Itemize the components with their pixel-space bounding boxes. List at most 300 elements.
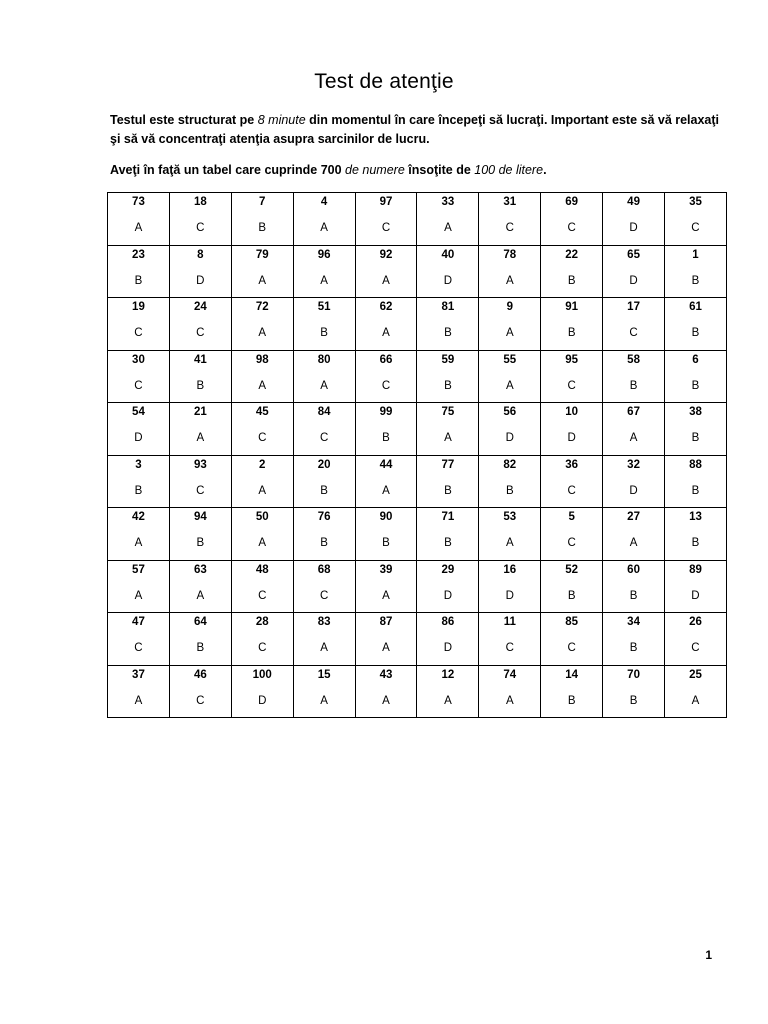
- cell-number: 25: [689, 668, 702, 681]
- cell-letter: C: [319, 589, 329, 602]
- cell-number: 64: [193, 616, 207, 628]
- table-cell: [603, 560, 665, 613]
- table-cell: [169, 350, 231, 403]
- table-cell: [417, 508, 479, 561]
- cell-number: 59: [441, 353, 455, 366]
- cell-letter: A: [444, 222, 452, 234]
- cell-letter: A: [134, 222, 143, 234]
- table-cell: [417, 298, 479, 351]
- cell-letter: D: [443, 642, 453, 654]
- table-cell: [479, 560, 541, 613]
- cell-letter: A: [320, 222, 328, 234]
- table-cell: [293, 245, 355, 298]
- table-cell: [541, 455, 603, 508]
- table-cell: [169, 403, 231, 456]
- table-cell: [479, 508, 541, 561]
- cell-letter: B: [567, 694, 576, 707]
- cell-number: 66: [379, 353, 393, 366]
- table-cell: [665, 350, 727, 403]
- table-cell: [231, 350, 293, 403]
- cell-number: 16: [503, 563, 517, 576]
- cell-letter: C: [381, 379, 391, 392]
- cell-number: 86: [441, 616, 455, 628]
- cell-letter: C: [691, 222, 700, 234]
- cell-number: 85: [565, 616, 579, 628]
- cell-letter: B: [196, 379, 205, 392]
- cell-number: 8: [197, 248, 204, 261]
- table-cell: [169, 298, 231, 351]
- cell-number: 74: [503, 668, 517, 681]
- cell-number: 3: [135, 458, 142, 471]
- table-cell: [417, 613, 479, 666]
- cell-letter: A: [134, 589, 143, 602]
- cell-number: 36: [565, 458, 579, 471]
- cell-number: 87: [379, 616, 393, 628]
- table-cell: [603, 613, 665, 666]
- table-cell: [108, 455, 170, 508]
- cell-letter: C: [567, 484, 576, 497]
- cell-number: 26: [689, 616, 702, 628]
- cell-letter: C: [134, 642, 143, 654]
- table-cell: [417, 245, 479, 298]
- cell-number: 18: [193, 196, 207, 208]
- table-cell: [231, 560, 293, 613]
- intro-paragraph-2: [110, 161, 722, 180]
- cell-number: 65: [627, 248, 640, 261]
- cell-number: 68: [317, 563, 331, 576]
- cell-number: 50: [255, 511, 269, 523]
- cell-number: 48: [255, 563, 269, 576]
- cell-number: 100: [252, 668, 272, 681]
- cell-number: 11: [503, 616, 516, 628]
- cell-number: 99: [379, 406, 393, 418]
- cell-number: 76: [317, 511, 331, 523]
- table-cell: [108, 560, 170, 613]
- table-cell: [169, 455, 231, 508]
- cell-number: 33: [441, 196, 455, 208]
- table-cell: [479, 298, 541, 351]
- cell-letter: C: [629, 327, 638, 339]
- table-cell: [231, 613, 293, 666]
- cell-number: 40: [441, 248, 455, 261]
- cell-number: 46: [193, 668, 207, 681]
- table-cell: [108, 665, 170, 718]
- cell-letter: B: [320, 327, 328, 339]
- table-cell: [603, 455, 665, 508]
- cell-number: 27: [627, 511, 640, 523]
- cell-letter: C: [258, 432, 267, 444]
- cell-number: 79: [255, 248, 269, 261]
- table-cell: [417, 560, 479, 613]
- cell-number: 61: [689, 301, 702, 313]
- cell-number: 77: [441, 458, 455, 471]
- cell-letter: C: [567, 537, 576, 549]
- table-cell: [665, 403, 727, 456]
- table-cell: [665, 508, 727, 561]
- cell-letter: A: [629, 432, 638, 444]
- table-cell: [231, 455, 293, 508]
- cell-number: 49: [627, 196, 640, 208]
- table-cell: [355, 193, 417, 246]
- table-cell: [665, 455, 727, 508]
- cell-letter: D: [196, 274, 205, 287]
- cell-letter: D: [134, 432, 143, 444]
- table-cell: [541, 193, 603, 246]
- intro-text-2: din momentul în care începeţi să lucraţi. Important este să vă relaxaţi şi să vă concentraţi atenţia asupra sarcinilor de lucru.: [110, 113, 720, 146]
- table-cell: [355, 560, 417, 613]
- table-cell: [541, 350, 603, 403]
- cell-letter: B: [629, 642, 638, 654]
- cell-number: 21: [193, 406, 207, 418]
- cell-letter: C: [567, 222, 576, 234]
- cell-number: 45: [255, 406, 269, 418]
- cell-number: 80: [317, 353, 331, 366]
- intro-paragraph: [110, 111, 722, 149]
- table-cell: [108, 193, 170, 246]
- cell-number: 78: [503, 248, 517, 261]
- table-cell: [603, 665, 665, 718]
- table-cell: [231, 665, 293, 718]
- cell-number: 47: [132, 616, 145, 628]
- cell-letter: B: [629, 589, 638, 602]
- cell-letter: A: [505, 694, 514, 707]
- cell-number: 81: [441, 301, 455, 313]
- cell-letter: A: [134, 694, 143, 707]
- cell-number: 9: [506, 301, 513, 313]
- cell-letter: A: [505, 379, 514, 392]
- intro-duration: 8 minute: [257, 113, 306, 127]
- cell-number: 82: [503, 458, 517, 471]
- cell-letter: A: [444, 432, 452, 444]
- table-cell: [417, 403, 479, 456]
- cell-letter: D: [505, 432, 514, 444]
- intro2-text-3: .: [543, 163, 547, 177]
- cell-letter: A: [691, 694, 700, 707]
- cell-letter: B: [691, 484, 700, 497]
- cell-letter: B: [196, 642, 205, 654]
- cell-number: 71: [441, 511, 455, 523]
- cell-letter: A: [320, 379, 328, 392]
- cell-letter: A: [134, 537, 143, 549]
- cell-number: 89: [689, 563, 702, 576]
- cell-number: 92: [379, 248, 393, 261]
- cell-letter: C: [196, 484, 205, 497]
- cell-number: 72: [255, 301, 269, 313]
- table-cell: [108, 350, 170, 403]
- cell-letter: A: [382, 694, 390, 707]
- table-cell: [108, 298, 170, 351]
- cell-number: 23: [132, 248, 145, 261]
- cell-number: 97: [379, 196, 393, 208]
- table-cell: [293, 193, 355, 246]
- intro2-text-2: însoţite de: [404, 163, 475, 177]
- cell-letter: B: [444, 484, 452, 497]
- cell-letter: B: [258, 222, 267, 234]
- table-cell: [417, 350, 479, 403]
- cell-number: 93: [193, 458, 207, 471]
- cell-letter: A: [320, 274, 328, 287]
- table-row: [108, 455, 727, 508]
- table-cell: [108, 403, 170, 456]
- cell-letter: B: [691, 379, 700, 392]
- cell-number: 31: [503, 196, 517, 208]
- cell-number: 6: [692, 353, 699, 366]
- cell-letter: B: [320, 537, 328, 549]
- table-cell: [293, 665, 355, 718]
- cell-number: 29: [441, 563, 455, 576]
- table-cell: [541, 298, 603, 351]
- cell-letter: A: [196, 432, 205, 444]
- cell-letter: D: [629, 274, 638, 287]
- cell-number: 28: [255, 616, 269, 628]
- cell-letter: C: [196, 327, 205, 339]
- cell-number: 5: [568, 511, 575, 523]
- table-cell: [108, 245, 170, 298]
- cell-number: 32: [627, 458, 640, 471]
- cell-letter: A: [382, 274, 390, 287]
- cell-number: 88: [689, 458, 702, 471]
- cell-number: 38: [689, 406, 702, 418]
- intro2-letters: 100 de litere: [474, 163, 544, 177]
- table-cell: [541, 245, 603, 298]
- cell-letter: A: [320, 642, 328, 654]
- cell-letter: C: [258, 589, 267, 602]
- cell-number: 52: [565, 563, 579, 576]
- page-number: 1: [705, 948, 712, 962]
- cell-number: 57: [132, 563, 145, 576]
- table-cell: [665, 193, 727, 246]
- cell-letter: B: [134, 274, 143, 287]
- cell-number: 10: [565, 406, 579, 418]
- table-cell: [479, 193, 541, 246]
- table-cell: [293, 560, 355, 613]
- cell-letter: B: [691, 432, 700, 444]
- table-row: [108, 350, 727, 403]
- cell-number: 12: [441, 668, 455, 681]
- cell-letter: B: [444, 327, 452, 339]
- table-cell: [169, 560, 231, 613]
- cell-letter: B: [505, 484, 514, 497]
- table-cell: [169, 245, 231, 298]
- cell-number: 41: [193, 353, 207, 366]
- cell-number: 67: [627, 406, 640, 418]
- cell-letter: C: [567, 379, 576, 392]
- cell-letter: B: [320, 484, 328, 497]
- cell-letter: A: [444, 694, 452, 707]
- cell-number: 95: [565, 353, 579, 366]
- cell-letter: A: [505, 537, 514, 549]
- cell-letter: B: [567, 589, 576, 602]
- table-cell: [603, 403, 665, 456]
- cell-letter: B: [444, 537, 452, 549]
- table-cell: [541, 613, 603, 666]
- table-cell: [479, 613, 541, 666]
- table-cell: [355, 350, 417, 403]
- cell-number: 24: [193, 301, 207, 313]
- cell-letter: A: [505, 274, 514, 287]
- cell-letter: A: [629, 537, 638, 549]
- cell-letter: B: [691, 327, 700, 339]
- cell-number: 43: [379, 668, 393, 681]
- table-cell: [355, 613, 417, 666]
- table-cell: [231, 403, 293, 456]
- table-cell: [479, 455, 541, 508]
- cell-number: 53: [503, 511, 517, 523]
- cell-letter: C: [567, 642, 576, 654]
- cell-letter: C: [505, 642, 514, 654]
- cell-number: 7: [259, 196, 266, 208]
- cell-number: 13: [689, 511, 702, 523]
- table-cell: [169, 613, 231, 666]
- table-cell: [231, 298, 293, 351]
- table-cell: [603, 245, 665, 298]
- cell-letter: A: [258, 379, 267, 392]
- table-cell: [293, 455, 355, 508]
- cell-letter: D: [443, 589, 453, 602]
- table-cell: [293, 613, 355, 666]
- cell-letter: C: [381, 222, 391, 234]
- table-cell: [108, 508, 170, 561]
- table-cell: [603, 508, 665, 561]
- cell-number: 30: [132, 353, 145, 366]
- table-row: [108, 403, 727, 456]
- cell-letter: C: [258, 642, 267, 654]
- cell-number: 70: [627, 668, 640, 681]
- cell-number: 19: [132, 301, 145, 313]
- cell-letter: A: [258, 537, 267, 549]
- cell-letter: C: [319, 432, 329, 444]
- table-cell: [355, 665, 417, 718]
- cell-letter: D: [505, 589, 514, 602]
- table-cell: [479, 403, 541, 456]
- cell-letter: B: [134, 484, 143, 497]
- table-cell: [355, 403, 417, 456]
- table-row: [108, 245, 727, 298]
- cell-number: 34: [627, 616, 640, 628]
- cell-number: 22: [565, 248, 579, 261]
- cell-letter: A: [320, 694, 328, 707]
- table-cell: [479, 350, 541, 403]
- cell-number: 4: [320, 196, 328, 208]
- table-row: [108, 665, 727, 718]
- cell-number: 83: [317, 616, 331, 628]
- table-cell: [665, 560, 727, 613]
- cell-letter: B: [567, 274, 576, 287]
- intro2-text-1: Aveţi în faţă un tabel care cuprinde 700: [110, 163, 346, 177]
- cell-number: 1: [692, 248, 699, 261]
- table-body: [108, 193, 727, 718]
- cell-number: 44: [379, 458, 393, 471]
- cell-letter: B: [629, 694, 638, 707]
- table-cell: [541, 665, 603, 718]
- cell-letter: B: [567, 327, 576, 339]
- cell-letter: D: [629, 484, 638, 497]
- cell-letter: B: [196, 537, 205, 549]
- table-cell: [417, 193, 479, 246]
- table-cell: [417, 665, 479, 718]
- table-cell: [355, 508, 417, 561]
- cell-number: 39: [379, 563, 393, 576]
- table-cell: [169, 665, 231, 718]
- table-cell: [665, 245, 727, 298]
- table-cell: [231, 508, 293, 561]
- cell-number: 90: [379, 511, 393, 523]
- table-cell: [355, 298, 417, 351]
- cell-number: 84: [317, 406, 331, 418]
- cell-letter: C: [134, 379, 143, 392]
- cell-number: 14: [565, 668, 579, 681]
- cell-letter: D: [258, 694, 267, 707]
- table-cell: [603, 298, 665, 351]
- cell-number: 20: [317, 458, 331, 471]
- cell-letter: B: [691, 537, 700, 549]
- cell-letter: C: [196, 694, 205, 707]
- cell-number: 51: [317, 301, 331, 313]
- cell-number: 62: [379, 301, 393, 313]
- cell-letter: A: [382, 484, 390, 497]
- table-row: [108, 193, 727, 246]
- table-cell: [169, 193, 231, 246]
- cell-letter: D: [629, 222, 638, 234]
- cell-letter: A: [382, 327, 390, 339]
- cell-number: 37: [132, 668, 145, 681]
- table-row: [108, 298, 727, 351]
- cell-letter: A: [196, 589, 205, 602]
- cell-letter: D: [691, 589, 700, 602]
- cell-letter: C: [691, 642, 700, 654]
- cell-letter: D: [443, 274, 453, 287]
- cell-number: 94: [193, 511, 207, 523]
- table-cell: [293, 403, 355, 456]
- cell-letter: A: [258, 327, 267, 339]
- number-letter-table: [107, 192, 727, 718]
- cell-letter: B: [444, 379, 452, 392]
- table-cell: [479, 665, 541, 718]
- cell-letter: C: [134, 327, 143, 339]
- cell-number: 56: [503, 406, 517, 418]
- cell-number: 69: [565, 196, 579, 208]
- table-cell: [665, 613, 727, 666]
- cell-letter: A: [258, 274, 267, 287]
- cell-letter: B: [629, 379, 638, 392]
- table-cell: [355, 455, 417, 508]
- table-cell: [355, 245, 417, 298]
- cell-number: 2: [259, 458, 266, 471]
- cell-number: 42: [132, 511, 145, 523]
- table-cell: [169, 508, 231, 561]
- cell-number: 60: [627, 563, 640, 576]
- cell-number: 96: [317, 248, 331, 261]
- table-cell: [293, 298, 355, 351]
- cell-number: 75: [441, 406, 455, 418]
- cell-letter: C: [196, 222, 205, 234]
- cell-number: 58: [627, 353, 640, 366]
- cell-number: 63: [193, 563, 207, 576]
- cell-letter: A: [382, 642, 390, 654]
- table-cell: [108, 613, 170, 666]
- cell-letter: A: [382, 589, 390, 602]
- table-cell: [665, 298, 727, 351]
- table-cell: [479, 245, 541, 298]
- table-cell: [541, 403, 603, 456]
- cell-number: 35: [689, 196, 702, 208]
- table-row: [108, 613, 727, 666]
- cell-number: 98: [255, 353, 269, 366]
- table-cell: [541, 508, 603, 561]
- table-cell: [293, 508, 355, 561]
- intro2-numbers: de numere: [345, 163, 405, 177]
- table-cell: [603, 193, 665, 246]
